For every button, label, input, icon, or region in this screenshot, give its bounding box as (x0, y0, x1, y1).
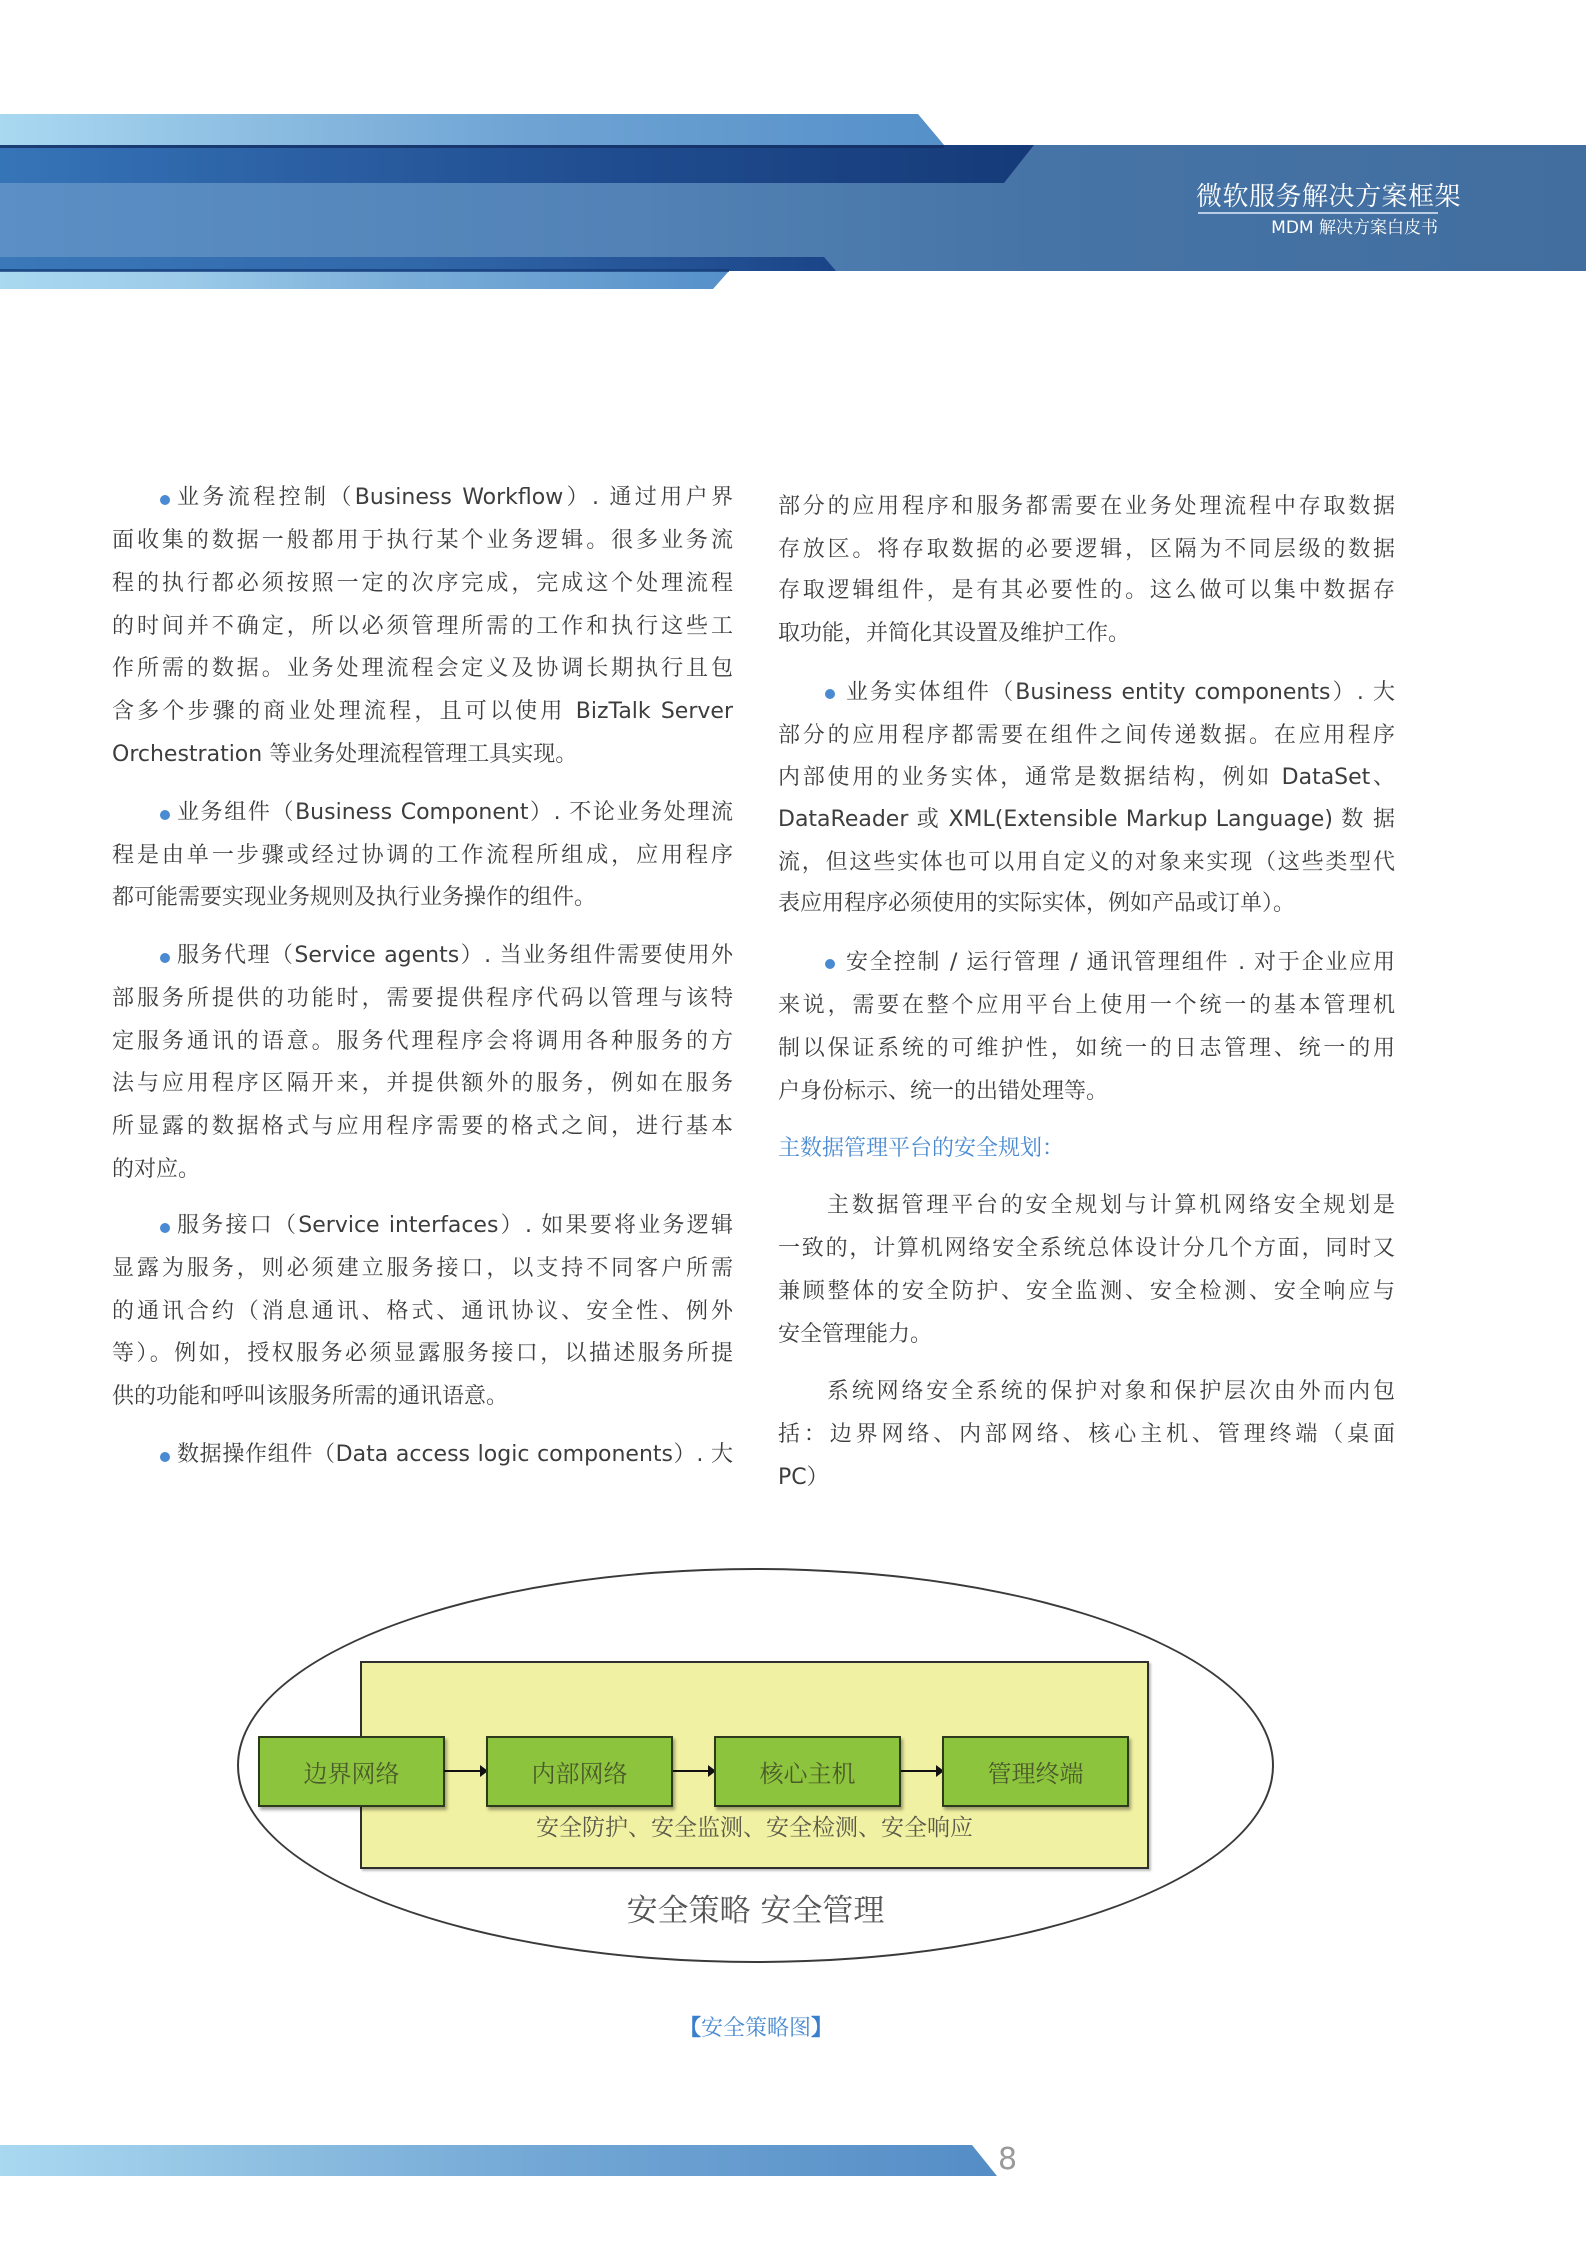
header-subtitle: MDM 解决方案白皮书 (1271, 218, 1438, 238)
text-line: 面收集的数据一般都用于执行某个业务逻辑。很多业务流 (112, 528, 733, 553)
text-line: 制以保证系统的可维护性，如统一的日志管理、统一的用 (778, 1036, 1395, 1061)
header-band-dark (0, 145, 1034, 183)
text-line: 安全管理能力。 (778, 1322, 933, 1347)
text-line: 主数据管理平台的安全规划与计算机网络安全规划是 (827, 1193, 1395, 1218)
text-line: 含多个步骤的商业处理流程，且可以使用 BizTalk Server (112, 699, 733, 724)
diagram-policy-label: 安全策略 安全管理 (626, 1893, 885, 1929)
text-line: 都可能需要实现业务规则及执行业务操作的组件。 (112, 885, 597, 910)
text-line: 兼顾整体的安全防护、安全监测、安全检测、安全响应与 (778, 1279, 1395, 1304)
text-line: 业务组件（Business Component）. 不论业务处理流 (177, 800, 733, 825)
bullet-icon (825, 689, 835, 699)
footer-bar (0, 2145, 997, 2176)
bullet-icon (160, 1223, 170, 1233)
text-line: Orchestration 等业务处理流程管理工具实现。 (112, 742, 578, 767)
caption-text: 安全策略图 (700, 2016, 811, 2041)
text-line: 的对应。 (112, 1157, 201, 1182)
bullet-icon (160, 495, 170, 505)
header-band-light-bottom (0, 271, 729, 289)
diagram-box-internal-network: 内部网络 (486, 1736, 673, 1807)
section-heading: 主数据管理平台的安全规划： (778, 1136, 1065, 1161)
text-line: 括：边界网络、内部网络、核心主机、管理终端（桌面 (778, 1422, 1395, 1447)
text-line: 部服务所提供的功能时，需要提供程序代码以管理与该特 (112, 986, 733, 1011)
text-line: 数据操作组件（Data access logic components）. 大 (177, 1442, 733, 1467)
arrow-right-icon (901, 1770, 942, 1772)
text-line: 定服务通讯的语意。服务代理程序会将调用各种服务的方 (112, 1029, 733, 1054)
bullet-icon (160, 810, 170, 820)
text-line: 显露为服务，则必须建立服务接口，以支持不同客户所需 (112, 1256, 733, 1281)
text-line: 户身份标示、统一的出错处理等。 (778, 1079, 1109, 1104)
text-line: 表应用程序必须使用的实际实体，例如产品或订单）。 (778, 891, 1296, 916)
text-line: 部分的应用程序都需要在组件之间传递数据。在应用程序 (778, 723, 1395, 748)
text-line: 来说，需要在整个应用平台上使用一个统一的基本管理机 (778, 993, 1395, 1018)
text-line: 的通讯合约（消息通讯、格式、通讯协议、安全性、例外 (112, 1299, 733, 1324)
text-line: 的时间并不确定，所以必须管理所需的工作和执行这些工 (112, 614, 733, 639)
text-line: 法与应用程序区隔开来，并提供额外的服务，例如在服务 (112, 1071, 733, 1096)
diagram-measures-label: 安全防护、安全监测、安全检测、安全响应 (536, 1815, 973, 1841)
text-line: 服务接口（Service interfaces）. 如果要将业务逻辑 (177, 1213, 733, 1238)
diagram-box-border-network: 边界网络 (258, 1736, 445, 1807)
text-line: PC） (778, 1465, 829, 1490)
text-line: 等）。例如，授权服务必须显露服务接口，以描述服务所提 (112, 1341, 733, 1366)
text-line: 所显露的数据格式与应用程序需要的格式之间，进行基本 (112, 1114, 733, 1139)
arrow-right-icon (444, 1770, 486, 1772)
caption-bracket-close: 】 (811, 2016, 834, 2041)
text-line: 内部使用的业务实体，通常是数据结构，例如 DataSet、 (778, 765, 1395, 790)
text-line: 程是由单一步骤或经过协调的工作流程所组成，应用程序 (112, 843, 733, 868)
page-number: 8 (998, 2142, 1018, 2177)
text-line: 安全控制 / 运行管理 / 通讯管理组件 . 对于企业应用 (846, 950, 1395, 975)
text-line: 存取逻辑组件，是有其必要性的。这么做可以集中数据存 (778, 578, 1395, 603)
text-line: 程的执行都必须按照一定的次序完成，完成这个处理流程 (112, 571, 733, 596)
header-title-underline (1198, 212, 1438, 214)
text-line: 一致的，计算机网络安全系统总体设计分几个方面，同时又 (778, 1236, 1395, 1261)
text-line: 业务实体组件（Business entity components）. 大 (846, 680, 1395, 705)
bullet-icon (825, 959, 835, 969)
diagram-box-management-terminal: 管理终端 (942, 1736, 1129, 1807)
header-band-dark-line (0, 145, 944, 148)
text-line: DataReader 或 XML(Extensible Markup Language) 数 据 (778, 807, 1395, 832)
text-line: 流，但这些实体也可以用自定义的对象来实现（这些类型代 (778, 850, 1395, 875)
text-line: 业务流程控制（Business Workflow）. 通过用户界 (177, 485, 733, 510)
text-line: 供的功能和呼叫该服务所需的通讯语意。 (112, 1384, 509, 1409)
text-line: 存放区。将存取数据的必要逻辑，区隔为不同层级的数据 (778, 537, 1395, 562)
header-band-light-top (0, 114, 944, 145)
header-band-bottom-line (0, 269, 729, 272)
text-line: 部分的应用程序和服务都需要在业务处理流程中存取数据 (778, 494, 1395, 519)
header-title: 微软服务解决方案框架 (1196, 182, 1462, 212)
figure-caption (600, 2014, 912, 2044)
bullet-icon (160, 1452, 170, 1462)
text-line: 系统网络安全系统的保护对象和保护层次由外而内包 (827, 1379, 1395, 1404)
text-line: 作所需的数据。业务处理流程会定义及协调长期执行且包 (112, 656, 733, 681)
text-line: 取功能，并简化其设置及维护工作。 (778, 621, 1131, 646)
arrow-right-icon (673, 1770, 714, 1772)
text-line: 服务代理（Service agents）. 当业务组件需要使用外 (177, 943, 733, 968)
diagram-box-core-host: 核心主机 (714, 1736, 901, 1807)
bullet-icon (160, 953, 170, 963)
caption-bracket-open: 【 (678, 2016, 701, 2041)
